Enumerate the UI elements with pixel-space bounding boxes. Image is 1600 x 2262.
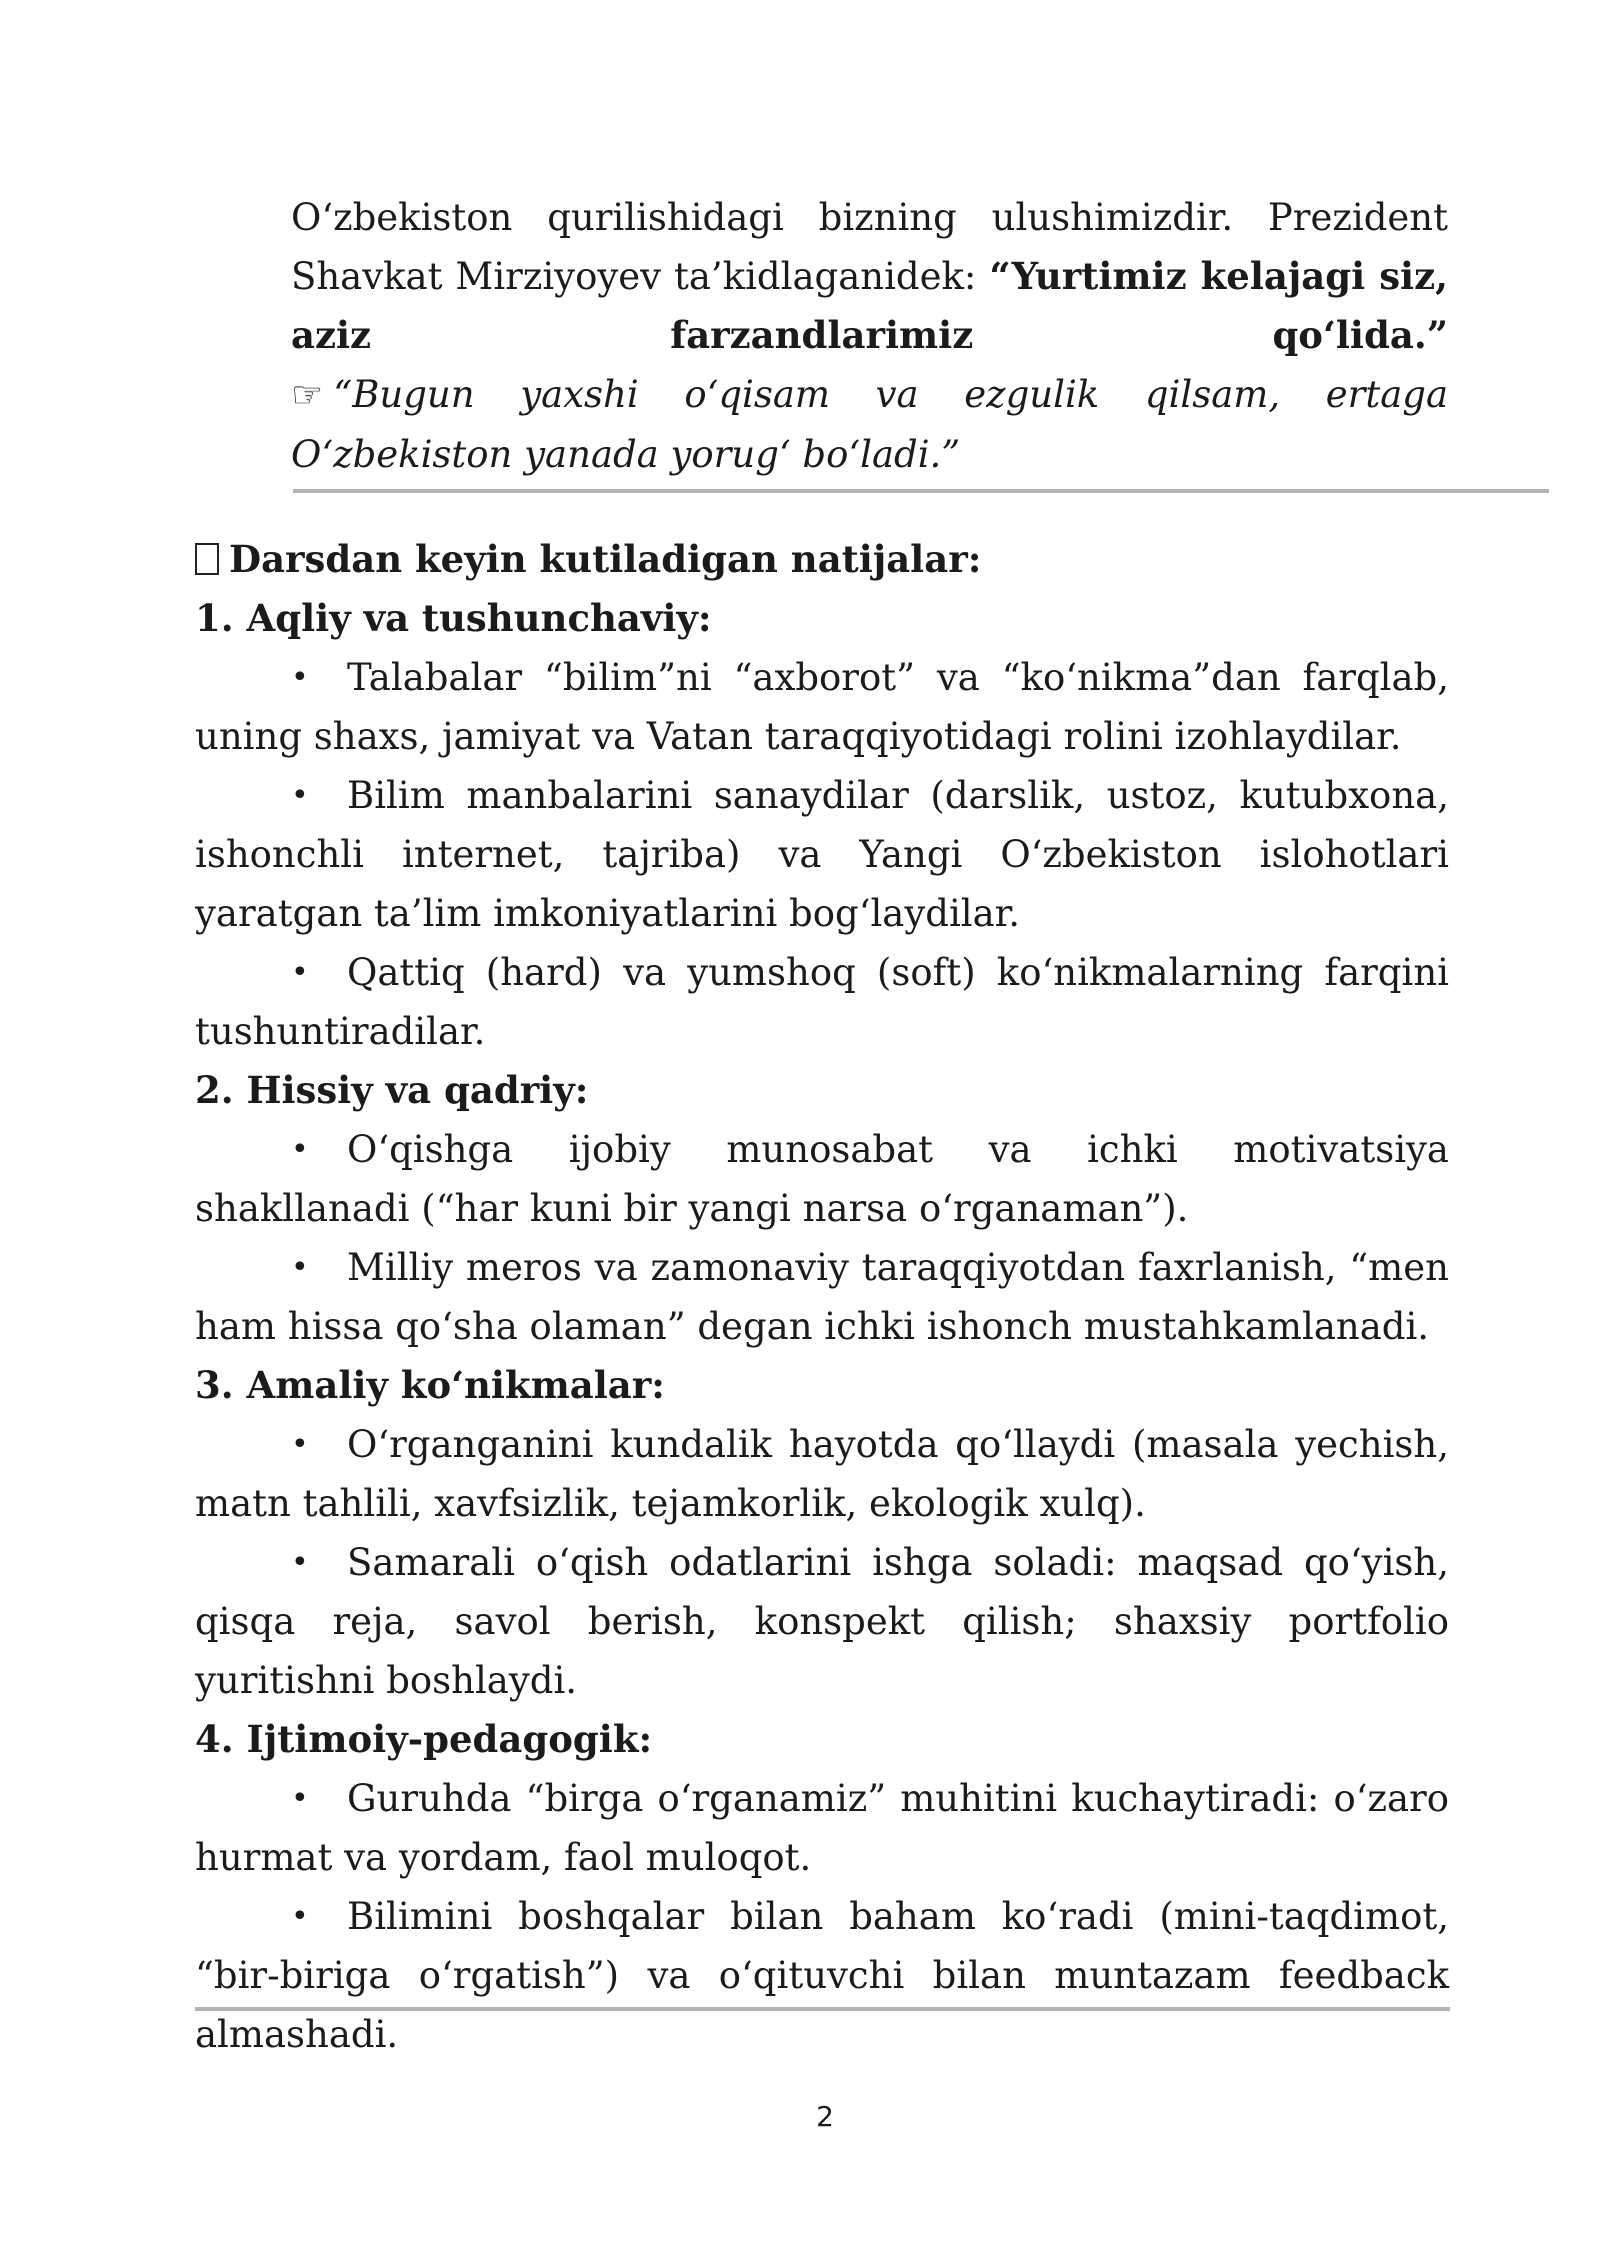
list-item-text: Bilimini boshqalar bilan baham ko‘radi (mini-taqdimot, “bir-biriga o‘rgatish”) va o‘qituvchi bilan muntazam feedback almashadi.	[195, 1895, 1449, 2056]
pointing-hand-icon: ☞	[291, 375, 324, 416]
list-item	[195, 766, 1449, 943]
bullet-icon: •	[291, 1781, 309, 1816]
list-item	[195, 1769, 1449, 1887]
president-quote-part-2: aziz farzandlarimiz qo‘lida.”	[291, 313, 1448, 357]
list-item-text: O‘qishga ijobiy munosabat va ichki motivatsiya shakllanadi (“har kuni bir yangi narsa o‘rganaman”).	[195, 1128, 1449, 1230]
list-item-text: Milliy meros va zamonaviy taraqqiyotdan faxrlanish, “men ham hissa qo‘sha olaman” degan ichki ishonch mustahkamlanadi.	[195, 1246, 1449, 1348]
bullet-icon: •	[291, 778, 309, 813]
bullet-icon: •	[291, 955, 309, 990]
bullet-icon: •	[291, 1545, 309, 1580]
list-item-text: Bilim manbalarini sanaydilar (darslik, ustoz, kutubxona, ishonchli internet, tajriba) va Yangi O‘zbekiston islohotlari yaratgan ta’lim imkoniyatlarini bog‘laydilar.	[195, 774, 1449, 935]
list-item	[195, 1238, 1449, 1356]
president-quote-part-1: “Yurtimiz kelajagi siz,	[989, 254, 1448, 298]
intro-line-2	[291, 247, 1448, 306]
page-number: 2	[816, 2100, 834, 2133]
results-heading	[195, 530, 1449, 589]
list-item-text: Guruhda “birga o‘rganamiz” muhitini kuchaytiradi: o‘zaro hurmat va yordam, faol muloqot.	[195, 1777, 1449, 1879]
bullet-icon: •	[291, 1427, 309, 1462]
list-item	[195, 1120, 1449, 1238]
motto-quote-text: “Bugun yaxshi o‘qisam va ezgulik qilsam, ertaga O‘zbekiston yanada yorug‘ bo‘ladi.”	[291, 373, 1448, 476]
list-item	[195, 1415, 1449, 1533]
results-heading-text: Darsdan keyin kutiladigan natijalar:	[229, 537, 982, 581]
list-item	[195, 943, 1449, 1061]
list-item	[195, 1887, 1449, 2064]
motto-quote	[291, 365, 1448, 484]
section-title: 3. Amaliy ko‘nikmalar:	[195, 1363, 665, 1407]
list-item	[195, 648, 1449, 766]
list-item	[195, 1533, 1449, 1710]
section-title: 1. Aqliy va tushunchaviy:	[195, 596, 712, 640]
intro-line-3	[291, 306, 1448, 365]
list-item-text: O‘rganganini kundalik hayotda qo‘llaydi (masala yechish, matn tahlili, xavfsizlik, tejamkorlik, ekologik xulq).	[195, 1423, 1449, 1525]
bullet-icon: •	[291, 1132, 309, 1167]
list-item-text: Talabalar “bilim”ni “axborot” va “ko‘nikma”dan farqlab, uning shaxs, jamiyat va Vatan taraqqiyotidagi rolini izohlaydilar.	[195, 656, 1449, 758]
checkbox-glyph-icon	[195, 543, 219, 575]
bullet-icon: •	[291, 1899, 309, 1934]
bottom-divider	[195, 2007, 1450, 2011]
bullet-icon: •	[291, 1250, 309, 1285]
list-item-text: Samarali o‘qish odatlarini ishga soladi: maqsad qo‘yish, qisqa reja, savol berish, konspekt qilish; shaxsiy portfolio yuritishni boshlaydi.	[195, 1541, 1449, 1702]
list-item-text: Qattiq (hard) va yumshoq (soft) ko‘nikmalarning farqini tushuntiradilar.	[195, 951, 1449, 1053]
intro-line-2-plain: Shavkat Mirziyoyev ta’kidlaganidek:	[291, 255, 990, 298]
expected-results	[195, 530, 1449, 2064]
bullet-icon: •	[291, 660, 309, 695]
section-title: 4. Ijtimoiy-pedagogik:	[195, 1717, 653, 1761]
intro-line-1: O‘zbekiston qurilishidagi bizning ulushimizdir. Prezident	[291, 196, 1448, 239]
section-title: 2. Hissiy va qadriy:	[195, 1068, 589, 1112]
top-divider	[293, 489, 1549, 493]
intro-paragraph	[291, 188, 1448, 484]
